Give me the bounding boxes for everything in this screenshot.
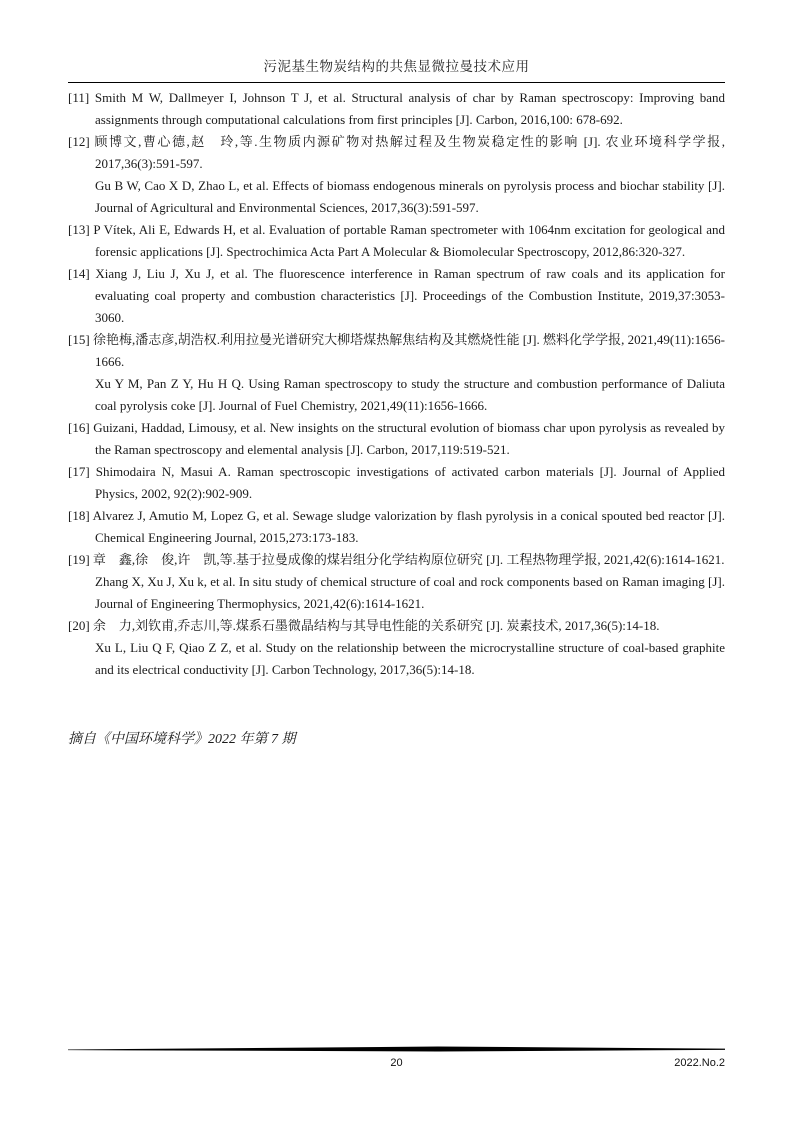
reference-number: [20] bbox=[68, 618, 90, 633]
reference-number: [17] bbox=[68, 464, 90, 479]
reference-item bbox=[68, 615, 725, 681]
references-list bbox=[68, 87, 725, 681]
source-note: 摘自《中国环境科学》2022 年第 7 期 bbox=[68, 732, 296, 747]
reference-entry bbox=[68, 549, 725, 571]
footer-divider-rule bbox=[68, 1045, 725, 1054]
reference-number: [19] bbox=[68, 552, 90, 567]
reference-entry bbox=[68, 219, 725, 263]
reference-entry bbox=[68, 263, 725, 329]
reference-text: Smith M W, Dallmeyer I, Johnson T J, et al. Structural analysis of char by Raman spectroscopy: Improving band assignments through computational calculations from first principles [J]. Carbon, 2016,100: 678-692. bbox=[94, 90, 726, 127]
reference-number: [16] bbox=[68, 420, 90, 435]
reference-text: 徐艳梅,潘志彦,胡浩权.利用拉曼光谱研究大柳塔煤热解焦结构及其燃烧性能 [J]. 燃料化学学报, 2021,49(11):1656-1666. bbox=[92, 332, 726, 369]
page-footer bbox=[68, 1045, 725, 1071]
page-content bbox=[68, 0, 725, 751]
reference-entry bbox=[68, 329, 725, 373]
page-number: 20 bbox=[390, 1057, 403, 1069]
reference-text: P Vítek, Ali E, Edwards H, et al. Evaluation of portable Raman spectrometer with 1064nm excitation for geological and forensic applications [J]. Spectrochimica Acta Part A Molecular & Biomolecular Spectroscopy, 2012,86:320-327. bbox=[93, 222, 726, 259]
reference-text: 余 力,刘钦甫,乔志川,等.煤系石墨微晶结构与其导电性能的关系研究 [J]. 炭素技术, 2017,36(5):14-18. bbox=[92, 618, 660, 633]
reference-item bbox=[68, 263, 725, 329]
reference-item bbox=[68, 505, 725, 549]
reference-item bbox=[68, 549, 725, 615]
reference-text: Alvarez J, Amutio M, Lopez G, et al. Sewage sludge valorization by flash pyrolysis in a conical spouted bed reactor [J]. Chemical Engineering Journal, 2015,273:173-183. bbox=[92, 508, 725, 545]
reference-translation: Gu B W, Cao X D, Zhao L, et al. Effects of biomass endogenous minerals on pyrolysis process and biochar stability [J]. Journal of Agricultural and Environmental Sciences, 2017,36(3):591-597. bbox=[95, 178, 725, 215]
footer-row bbox=[68, 1055, 725, 1071]
reference-entry bbox=[68, 87, 725, 131]
page-title: 污泥基生物炭结构的共焦显微拉曼技术应用 bbox=[263, 59, 530, 74]
reference-entry bbox=[68, 505, 725, 549]
reference-item bbox=[68, 417, 725, 461]
reference-entry bbox=[68, 131, 725, 175]
reference-item bbox=[68, 131, 725, 219]
reference-number: [14] bbox=[68, 266, 90, 281]
reference-entry bbox=[68, 461, 725, 505]
reference-number: [12] bbox=[68, 134, 90, 149]
reference-text: 章 鑫,徐 俊,许 凯,等.基于拉曼成像的煤岩组分化学结构原位研究 [J]. 工程热物理学报, 2021,42(6):1614-1621. bbox=[92, 552, 725, 567]
reference-item bbox=[68, 87, 725, 131]
reference-text: 顾博文,曹心德,赵 玲,等.生物质内源矿物对热解过程及生物炭稳定性的影响 [J]. 农业环境科学学报, 2017,36(3):591-597. bbox=[94, 134, 726, 171]
reference-text: Guizani, Haddad, Limousy, et al. New insights on the structural evolution of biomass char upon pyrolysis as revealed by the Raman spectroscopy and elemental analysis [J]. Carbon, 2017,119:519-521. bbox=[93, 420, 726, 457]
reference-number: [15] bbox=[68, 332, 90, 347]
reference-entry bbox=[68, 417, 725, 461]
reference-translation: Zhang X, Xu J, Xu k, et al. In situ study of chemical structure of coal and rock components based on Raman imaging [J]. Journal of Engineering Thermophysics, 2021,42(6):1614-1621. bbox=[95, 574, 725, 611]
reference-text: Shimodaira N, Masui A. Raman spectroscopic investigations of activated carbon materials [J]. Journal of Applied Physics, 2002, 92(2):902-909. bbox=[95, 464, 726, 501]
reference-item bbox=[68, 219, 725, 263]
issue-number: 2022.No.2 bbox=[674, 1057, 725, 1069]
reference-item bbox=[68, 329, 725, 417]
reference-number: [13] bbox=[68, 222, 90, 237]
reference-number: [11] bbox=[68, 90, 90, 105]
reference-translation: Xu L, Liu Q F, Qiao Z Z, et al. Study on the relationship between the microcrystalline structure of coal-based graphite and its electrical conductivity [J]. Carbon Technology, 2017,36(5):14-18. bbox=[95, 640, 725, 677]
reference-entry bbox=[68, 615, 725, 637]
reference-item bbox=[68, 461, 725, 505]
reference-number: [18] bbox=[68, 508, 90, 523]
reference-text: Xiang J, Liu J, Xu J, et al. The fluorescence interference in Raman spectrum of raw coals and its application for evaluating coal property and combustion characteristics [J]. Proceedings of the Combustion Institute, 2019,37:3053-3060. bbox=[95, 266, 726, 325]
header-rule bbox=[68, 82, 725, 83]
page-header bbox=[68, 0, 725, 83]
reference-translation: Xu Y M, Pan Z Y, Hu H Q. Using Raman spectroscopy to study the structure and combustion performance of Daliuta coal pyrolysis coke [J]. Journal of Fuel Chemistry, 2021,49(11):1656-1666. bbox=[95, 376, 725, 413]
